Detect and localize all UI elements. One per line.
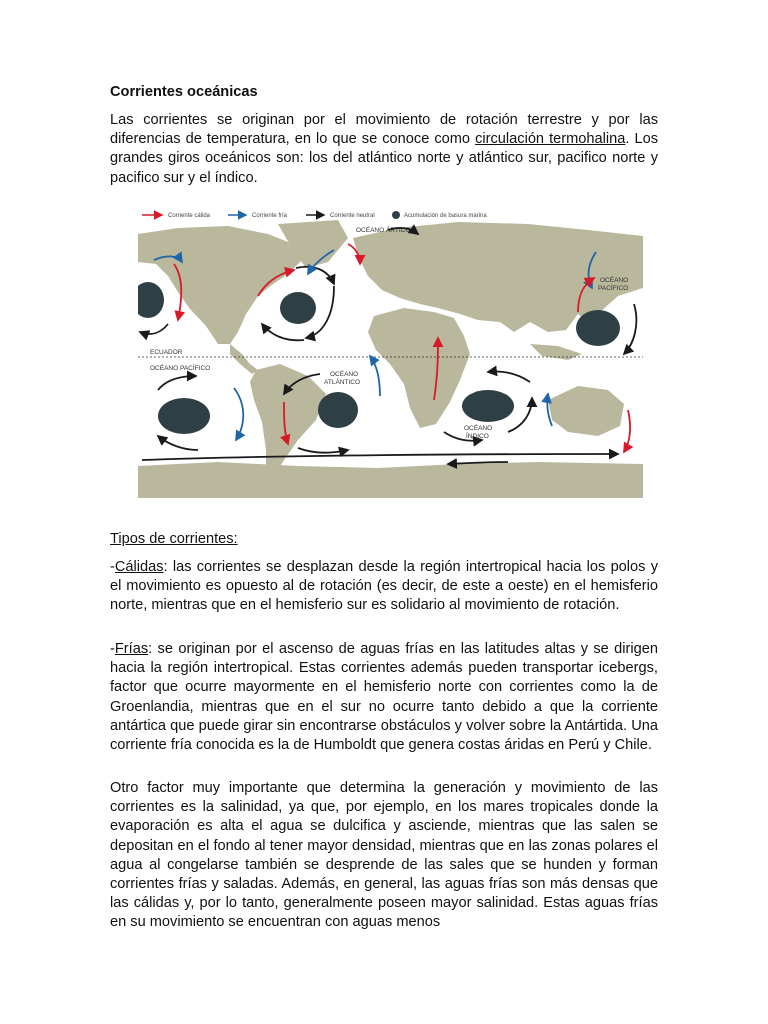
warm-term: Cálidas [114,559,164,575]
label-pacific-sw: OCÉANO PACÍFICO [150,365,211,372]
cold-term: Frías [114,641,149,657]
legend-warm: Corriente cálida [168,213,211,219]
legend-neutral: Corriente neutral [330,213,375,219]
page-title: Corrientes oceánicas [110,84,258,100]
map-legend [142,211,487,219]
salinity-paragraph: Otro factor muy importante que determina la generación y movimiento de las corrientes es la salinidad, ya que, por ejemplo, en los mares tropicales donde la evaporación es alta el agua se dulcifica y asciende, mientras que las salen se depositan en el fondo al tener mayor densidad, mientras que en las zonas polares el agua al congelarse también se desprende de las sales que se hunden y forman corrientes frías y saladas. Además, en general, las aguas frías son más densas que las cálidas y, por lo tanto, generalmente poseen mayor salinidad. Estas aguas frías en su movimiento se encuentran con aguas menos [110,780,658,931]
warm-paragraph: -Cálidas: las corrientes se desplazan desde la región intertropical hacia los polos y el movimiento es opuesto al de rotación (es decir, de este a oeste) en el hemisferio norte, mientras que en el hemisferio sur es solidario al movimiento de rotación. [110,559,658,614]
types-heading: Tipos de corrientes: [110,531,238,547]
label-arctic: OCÉANO ÁRTICO [356,227,411,234]
intro-paragraph: Las corrientes se originan por el movimiento de rotación terrestre y por las diferencias de temperatura, en lo que se conoce como circulación termohalina. Los grandes giros oceánicos son: los del atlántico norte y atlántico sur, pacifico norte y pacifico sur y el índico. [110,112,658,186]
label-pacific-ne-1: OCÉANO [600,277,629,284]
label-atlantic-2: ATLÁNTICO [324,379,360,386]
continents [138,220,643,498]
label-indian-1: OCÉANO [464,425,493,432]
legend-cold: Corriente fría [252,213,288,219]
cold-paragraph: -Frías: se originan por el ascenso de aguas frías en las latitudes altas y se dirigen hacia la región intertropical. Estas corrientes además pueden transportar icebergs, factor que ocurre mayormente en el hemisferio norte con corrientes como la de Groenlandia, mientras que en el sur no ocurre tanto debido a que la corriente antártica que puede girar sin encontrarse obstáculos y volver sobre la Antártida. Una corriente fría conocida es la de Humboldt que genera costas áridas en Perú y Chile. [110,641,658,754]
types-heading-block [110,530,658,549]
label-atlantic-1: OCÉANO [330,371,359,378]
ocean-currents-map [138,204,643,498]
label-indian-2: ÍNDICO [466,433,489,440]
label-equator: ECUADOR [150,349,183,356]
legend-garbage: Acumulación de basura marina [404,213,487,219]
termohalina-link[interactable]: circulación termohalina [475,131,626,148]
label-pacific-ne-2: PACÍFICO [598,285,629,292]
